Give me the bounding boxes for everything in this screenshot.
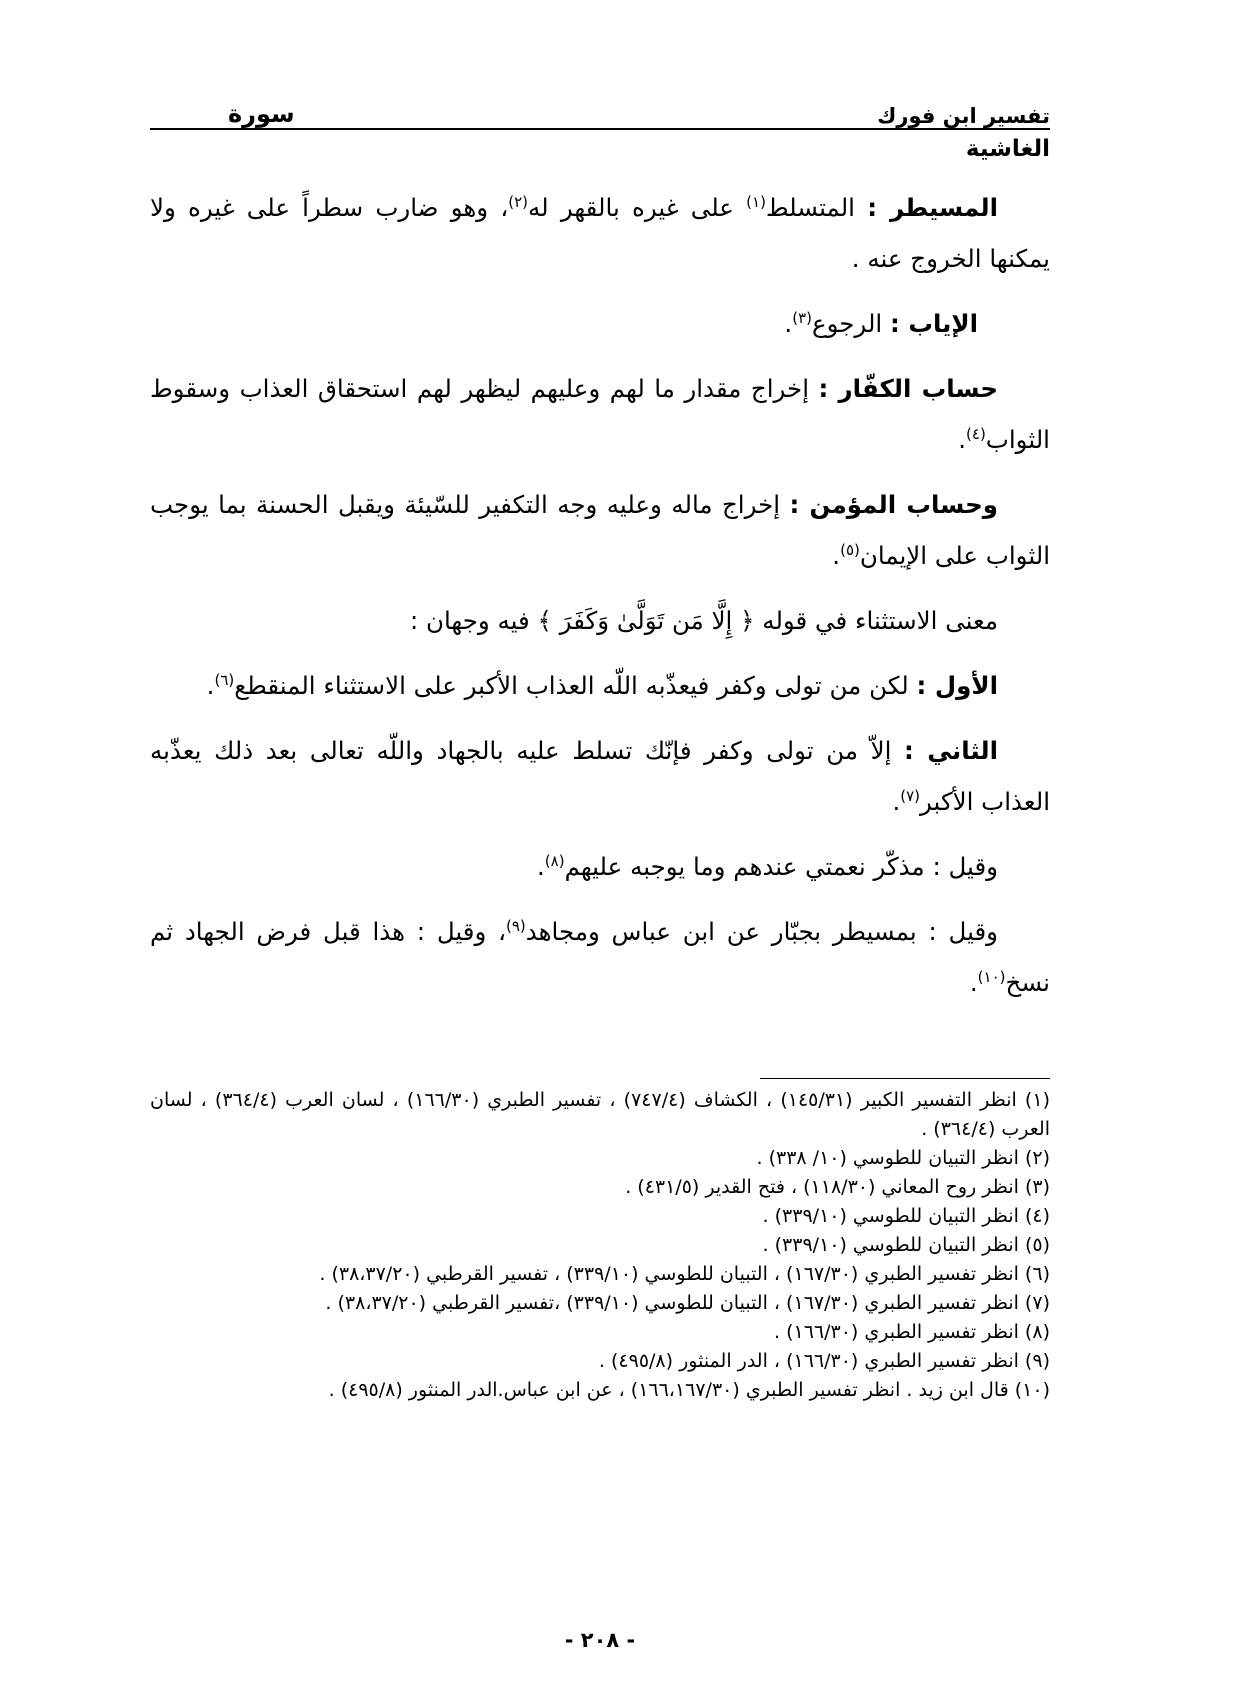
footnotes (150, 1086, 1050, 1405)
term: الأول : (916, 671, 998, 700)
text: وقيل : بمسيطر بجبّار عن ابن عباس ومجاهد (525, 917, 998, 946)
header-section-label: سورة (228, 100, 295, 128)
footnote-ref[interactable]: (٦) (214, 670, 235, 689)
paragraph-second (150, 725, 1050, 827)
text: . (832, 541, 841, 570)
text: . (969, 968, 978, 997)
text: . (892, 787, 901, 816)
footnote-1: (١) انظر التفسير الكبير (١٤٥/٣١) ، الكشاف (٧٤٧/٤) ، تفسير الطبري (١٦٦/٣٠) ، لسان العرب (٣٦٤/٤) ، لسان العرب (٣٦٤/٤) . (150, 1089, 1050, 1140)
footnote-2: (٢) انظر التبيان للطوسي (١٠/ ٣٣٨) . (756, 1147, 1050, 1169)
footnote-10: (١٠) قال ابن زيد . انظر تفسير الطبري (١٦٦،١٦٧/٣٠) ، عن ابن عباس.الدر المنثور (٤٩٥/٨) . (328, 1379, 1050, 1401)
text: . (958, 425, 967, 454)
footnote-7: (٧) انظر تفسير الطبري (١٦٧/٣٠) ، التبيان للطوسي (٣٣٩/١٠) ،تفسير القرطبي (٣٨،٣٧/٢٠) . (325, 1292, 1050, 1314)
document-page (150, 0, 1050, 1696)
text: . (206, 671, 215, 700)
term: الإياب : (890, 309, 978, 338)
footnote-ref[interactable]: (١٠) (977, 967, 1006, 986)
text: على غيره بالقهر له (528, 193, 747, 222)
surah-name: الغاشية (965, 136, 1050, 162)
text: إخراج ماله وعليه وجه التكفير للسّيئة ويقبل الحسنة بما يوجب الثواب على الإيمان (150, 490, 1050, 570)
main-text (150, 182, 1050, 1022)
text: إخراج مقدار ما لهم وعليهم ليظهر لهم استحقاق العذاب وسقوط الثواب (150, 374, 1050, 454)
paragraph-qila-2 (150, 906, 1050, 1008)
header-rule (150, 128, 1050, 130)
text: الرجوع (812, 309, 890, 338)
footnote-ref[interactable]: (٢) (508, 192, 529, 211)
text: فيه وجهان : (409, 606, 538, 635)
footnote-separator (760, 1078, 1050, 1079)
term: الثاني : (904, 736, 998, 765)
paragraph-istithna (150, 595, 1050, 646)
term: المسيطر : (867, 193, 999, 222)
paragraph-hisab-mumin (150, 479, 1050, 581)
text: ، وقيل : هذا قبل فرض الجهاد ثم نسخ (150, 917, 1050, 997)
paragraph-hisab-kuffar (150, 363, 1050, 465)
footnote-ref[interactable]: (٤) (966, 424, 986, 443)
quran-quote: ﴿ إِلَّا مَن تَوَلَّىٰ وَكَفَرَ ﴾ (537, 606, 755, 635)
text: . (536, 852, 545, 881)
paragraph-musaytir (150, 182, 1050, 284)
footnote-6: (٦) انظر تفسير الطبري (١٦٧/٣٠) ، التبيان للطوسي (٣٣٩/١٠) ، تفسير القرطبي (٣٨،٣٧/٢٠) . (319, 1263, 1050, 1285)
term: وحساب المؤمن : (789, 490, 998, 519)
text: معنى الاستثناء في قوله (754, 606, 998, 635)
text: وقيل : مذكّر نعمتي عندهم وما يوجبه عليهم (564, 852, 998, 881)
text: لكن من تولى وكفر فيعذّبه اللّه العذاب الأكبر على الاستثناء المنقطع (234, 671, 917, 700)
footnote-5: (٥) انظر التبيان للطوسي (٣٣٩/١٠) . (762, 1234, 1050, 1256)
footnote-ref[interactable]: (٩) (506, 916, 526, 935)
footnote-ref[interactable]: (١) (746, 192, 766, 211)
paragraph-first (150, 660, 1050, 711)
text: المتسلط (765, 193, 868, 222)
header-book-title: تفسير ابن فورك (877, 104, 1050, 128)
footnote-ref[interactable]: (٣) (792, 308, 812, 327)
footnote-8: (٨) انظر تفسير الطبري (١٦٦/٣٠) . (773, 1321, 1050, 1343)
footnote-ref[interactable]: (٧) (900, 786, 921, 805)
footnote-3: (٣) انظر روح المعاني (١١٨/٣٠) ، فتح القدير (٤٣١/٥) . (625, 1176, 1050, 1198)
running-header (150, 88, 1050, 128)
page-number: - ٢٠٨ - (564, 1628, 636, 1652)
text: إلاّ من تولى وكفر فإنّك تسلط عليه بالجهاد واللّه تعالى بعد ذلك يعذّبه العذاب الأكبر (150, 736, 1050, 816)
footnote-ref[interactable]: (٥) (840, 540, 860, 559)
text: . (784, 309, 793, 338)
footnote-ref[interactable]: (٨) (544, 851, 565, 870)
footnote-4: (٤) انظر التبيان للطوسي (٣٣٩/١٠) . (762, 1205, 1050, 1227)
footnote-9: (٩) انظر تفسير الطبري (١٦٦/٣٠) ، الدر المنثور (٤٩٥/٨) . (598, 1350, 1050, 1372)
paragraph-qila-1 (150, 841, 1050, 892)
text: ، وهو ضارب سطراً على غيره ولا يمكنها الخروج عنه . (150, 193, 1050, 273)
paragraph-iyab (150, 298, 1050, 349)
term: حساب الكفّار : (818, 374, 998, 403)
